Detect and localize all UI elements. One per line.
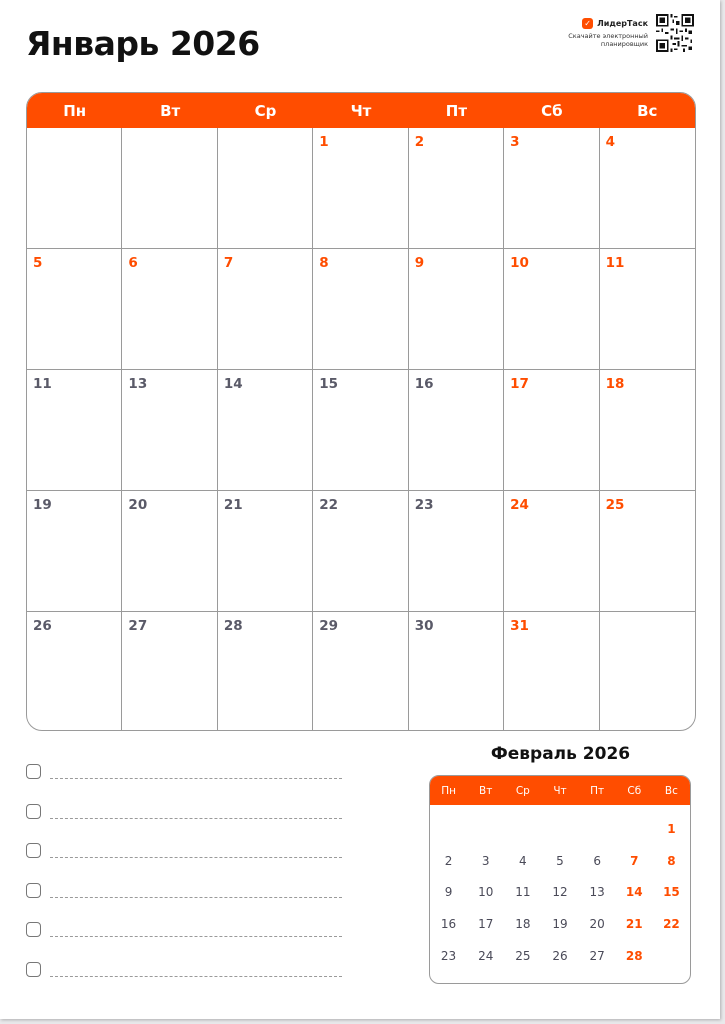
day-number: 19 [33,497,52,513]
day-cell [313,249,408,370]
day-cell [504,128,599,249]
day-cell [122,612,217,731]
day-number: 5 [33,255,43,271]
mini-day [616,813,653,845]
mini-day [467,813,504,845]
day-number: 2 [414,134,425,150]
day-cell [600,249,695,370]
day-cell [409,128,504,249]
task-row [26,820,342,860]
day-number: 22 [319,497,339,513]
day-number: 31 [510,618,529,634]
day-cell [218,128,313,249]
weekday-label: Ср [515,784,530,797]
weekday-label: Вт [160,101,181,120]
day-cell [600,128,695,249]
task-list [26,762,342,978]
day-number: 28 [223,618,243,634]
mini-day: 21 [625,917,643,932]
qr-code-icon[interactable] [656,14,694,52]
mini-day: 14 [625,885,643,900]
mini-day: 15 [663,885,680,900]
day-cell [122,128,217,249]
task-row [26,859,342,899]
day-cell [218,612,313,731]
task-line[interactable] [50,897,342,898]
day-cell [313,370,408,491]
day-number: 11 [33,376,52,392]
mini-day: 25 [515,949,531,964]
weekday-label: Пн [63,101,87,120]
day-cell [313,491,408,612]
day-cell [600,370,695,491]
day-number: 8 [319,255,329,271]
mini-day: 20 [589,917,605,932]
brand-name: ЛидерТаск [597,19,648,28]
mini-day: 9 [444,885,453,900]
mini-weekday-header [430,776,690,805]
weekday-label: Чт [553,784,567,797]
next-month-title: Февраль 2026 [490,744,631,764]
day-cell [409,612,504,731]
mini-day [430,813,467,845]
mini-day: 23 [440,949,457,964]
day-number: 1 [319,134,329,150]
day-number: 26 [33,618,52,634]
day-number: 17 [510,376,529,392]
day-number: 3 [510,134,520,150]
day-cell [122,491,217,612]
task-row [26,762,342,780]
day-cell [600,491,695,612]
mini-day: 27 [589,949,605,964]
day-number: 25 [605,497,625,513]
mini-day: 28 [625,949,643,964]
day-cell [218,249,313,370]
day-cell [313,128,408,249]
day-cell [504,491,599,612]
brand-logo-icon: ✓ [582,18,593,29]
day-cell [409,249,504,370]
mini-day-grid [430,805,690,972]
january-calendar [26,92,696,731]
day-cell [122,370,217,491]
mini-day [504,813,541,845]
day-number: 4 [605,134,615,150]
mini-day: 12 [552,885,568,900]
day-cell [313,612,408,731]
promo-block[interactable] [568,18,648,48]
day-cell [27,128,122,249]
task-checkbox[interactable] [26,962,41,977]
day-number: 23 [414,497,434,513]
day-number: 7 [223,255,234,271]
weekday-label: Чт [350,101,372,120]
mini-day: 26 [552,949,568,964]
weekday-label: Пт [590,784,605,797]
mini-day: 1 [667,821,676,836]
day-number: 21 [223,497,243,513]
weekday-label: Ср [254,101,277,120]
day-number: 13 [128,376,148,392]
mini-day: 13 [589,885,605,900]
weekday-label: Вт [479,784,493,797]
day-number: 27 [128,618,148,634]
task-checkbox[interactable] [26,883,41,898]
day-number: 14 [223,376,243,392]
weekday-label: Пн [441,784,456,797]
mini-day: 24 [478,949,494,964]
day-cell [600,612,695,731]
day-cell [409,370,504,491]
month-title: Январь 2026 [26,24,260,63]
mini-day: 18 [515,917,531,932]
day-cell [504,249,599,370]
task-line[interactable] [50,778,342,779]
day-number: 30 [414,618,434,634]
promo-tagline: Скачайте электронный планировщик [568,32,648,48]
mini-day: 11 [515,885,531,900]
task-line[interactable] [50,818,342,819]
mini-day: 16 [440,917,457,932]
day-cell [218,370,313,491]
day-cell [504,612,599,731]
weekday-label: Вс [637,101,658,120]
day-cell [27,612,122,731]
task-row [26,899,342,939]
day-number: 9 [414,255,425,271]
february-calendar [429,775,691,984]
mini-day: 8 [667,853,676,868]
mini-day: 19 [552,917,568,932]
day-cell [27,249,122,370]
day-number: 24 [510,497,529,513]
day-cell [504,370,599,491]
task-line[interactable] [50,936,342,937]
day-cell [409,491,504,612]
mini-day [579,813,616,845]
task-line[interactable] [50,857,342,858]
weekday-header [27,93,695,128]
mini-day: 10 [478,885,494,900]
day-cell [27,370,122,491]
mini-day: 5 [556,853,564,868]
brand [568,18,648,29]
weekday-label: Сб [627,784,642,797]
mini-day: 2 [444,853,453,868]
day-number: 11 [605,255,625,271]
task-line[interactable] [50,976,342,977]
weekday-label: Пт [445,101,468,120]
day-number: 29 [319,618,339,634]
day-cell [122,249,217,370]
day-number: 6 [128,255,138,271]
day-number: 18 [605,376,625,392]
mini-day: 17 [478,917,494,932]
day-cell [218,491,313,612]
task-checkbox[interactable] [26,922,41,937]
day-number: 10 [510,255,529,271]
weekday-label: Сб [541,101,563,120]
mini-day [653,940,690,972]
mini-day: 7 [630,853,639,868]
mini-day: 3 [481,853,490,868]
task-checkbox[interactable] [26,764,41,779]
day-number: 15 [319,376,339,392]
mini-day: 6 [593,853,601,868]
task-row [26,938,342,978]
task-checkbox[interactable] [26,843,41,858]
day-number: 16 [414,376,434,392]
mini-day [541,813,578,845]
mini-day: 22 [663,917,680,932]
weekday-label: Вс [664,784,678,797]
day-cell [27,491,122,612]
mini-day: 4 [519,853,527,868]
day-number: 20 [128,497,148,513]
task-checkbox[interactable] [26,804,41,819]
day-grid [27,128,695,731]
task-row [26,780,342,820]
